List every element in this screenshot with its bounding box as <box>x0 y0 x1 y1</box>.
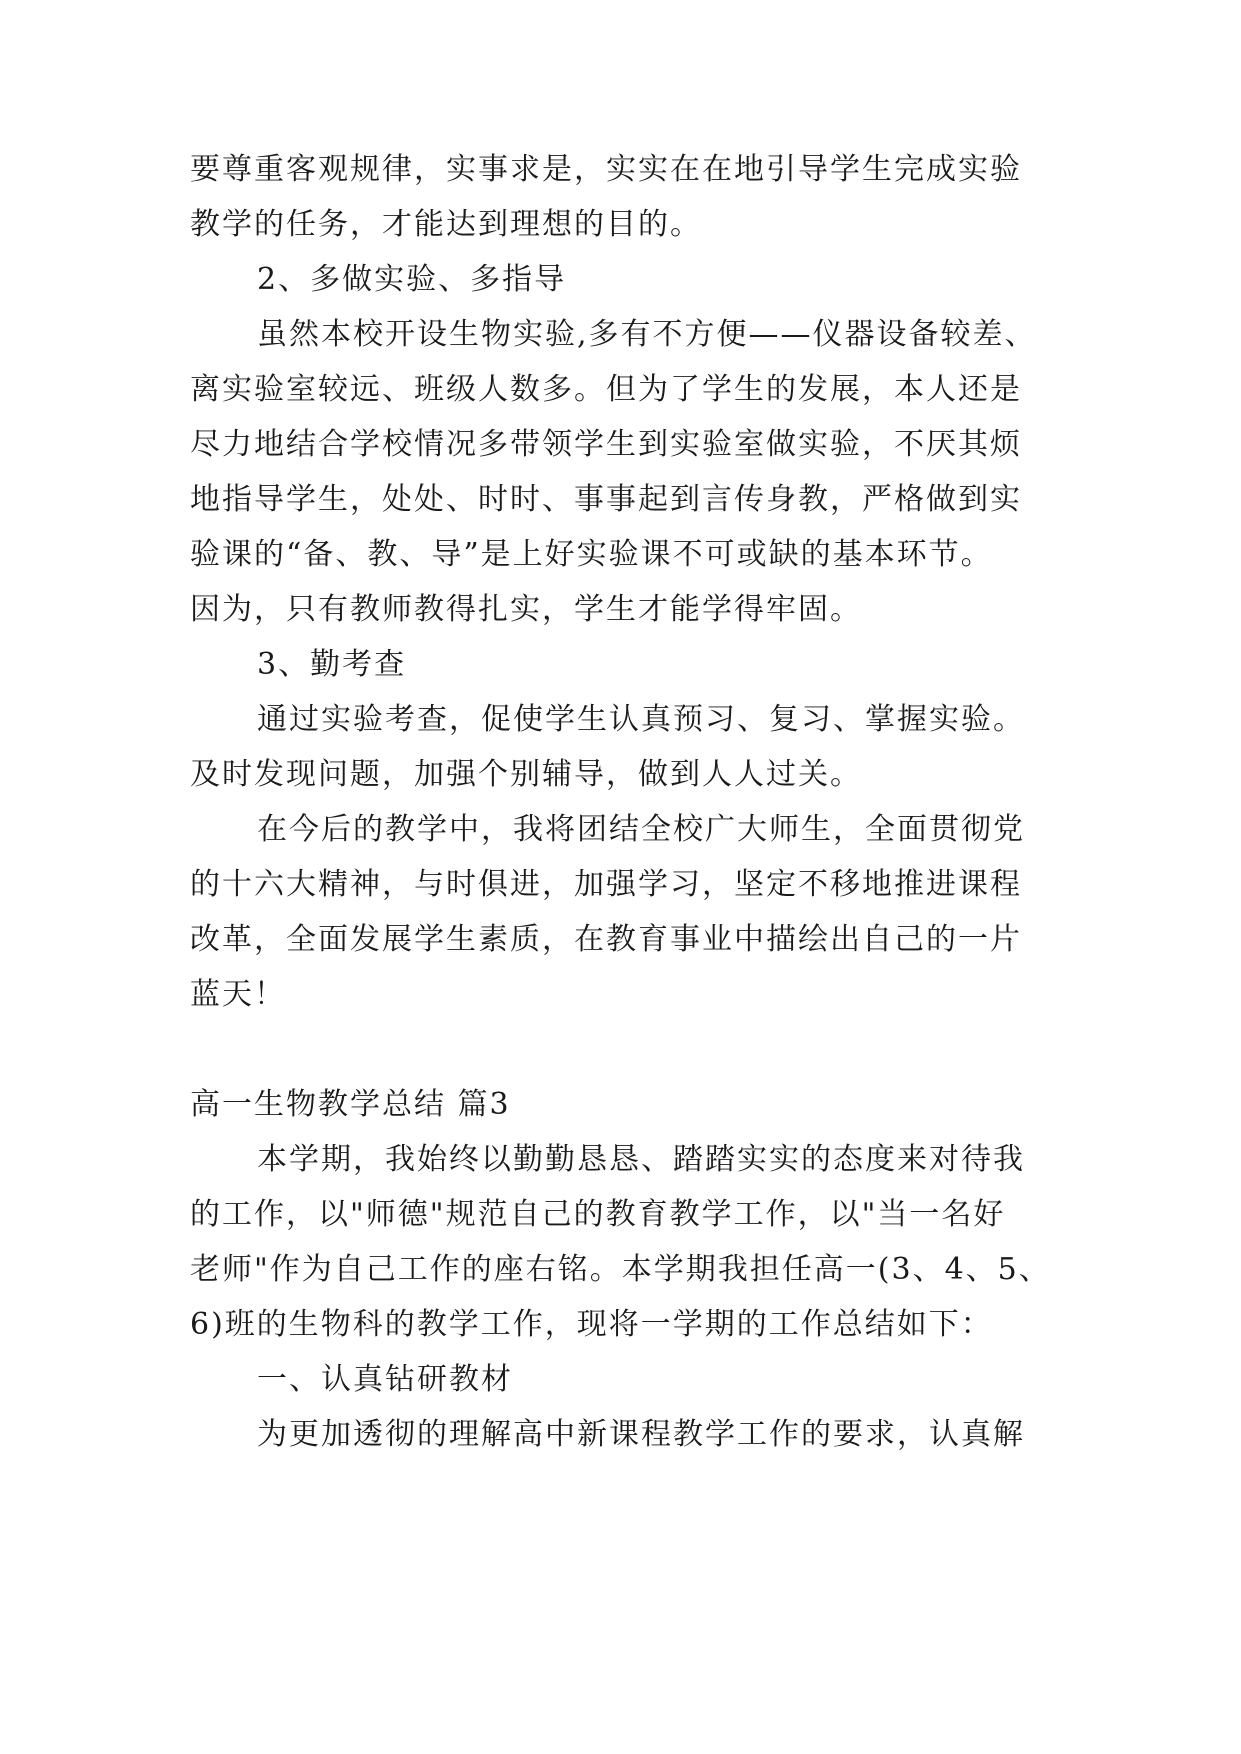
body-text-line: 本学期，我始终以勤勤恳恳、踏踏实实的态度来对待我 <box>257 1142 1025 1177</box>
body-text-line: 及时发现问题，加强个别辅导，做到人人过关。 <box>190 757 862 792</box>
subheading-2: 2、多做实验、多指导 <box>257 262 567 297</box>
body-text-line: 虽然本校开设生物实验,多有不方便——仪器设备较差、 <box>257 317 1037 352</box>
subheading-3: 3、勤考查 <box>257 647 407 682</box>
body-text-line: 离实验室较远、班级人数多。但为了学生的发展，本人还是 <box>190 372 1022 407</box>
body-text-line: 为更加透彻的理解高中新课程教学工作的要求，认真解 <box>257 1417 1025 1452</box>
body-text-line: 地指导学生，处处、时时、事事起到言传身教，严格做到实 <box>190 482 1022 517</box>
body-text-line: 在今后的教学中，我将团结全校广大师生，全面贯彻党 <box>257 812 1025 847</box>
body-text-line: 因为，只有教师教得扎实，学生才能学得牢固。 <box>190 592 862 627</box>
body-text-line: 通过实验考查，促使学生认真预习、复习、掌握实验。 <box>257 702 1025 737</box>
body-text-line: 教学的任务，才能达到理想的目的。 <box>190 207 702 242</box>
body-text-line: 的工作，以"师德"规范自己的教育教学工作，以"当一名好 <box>190 1197 1006 1232</box>
body-text-line: 6)班的生物科的教学工作，现将一学期的工作总结如下： <box>190 1307 993 1342</box>
section-title: 高一生物教学总结 篇3 <box>190 1087 511 1122</box>
body-text-line: 验课的“备、教、导”是上好实验课不可或缺的基本环节。 <box>190 537 993 572</box>
body-text-line: 改革，全面发展学生素质，在教育事业中描绘出自己的一片 <box>190 922 1022 957</box>
body-text-line: 要尊重客观规律，实事求是，实实在在地引导学生完成实验 <box>190 152 1022 187</box>
body-text-line: 的十六大精神，与时俱进，加强学习，坚定不移地推进课程 <box>190 867 1022 902</box>
body-text-line: 老师"作为自己工作的座右铭。本学期我担任高一(3、4、5、 <box>190 1252 1051 1287</box>
subheading-1: 一、认真钻研教材 <box>257 1362 513 1397</box>
body-text-line: 尽力地结合学校情况多带领学生到实验室做实验，不厌其烦 <box>190 427 1022 462</box>
body-text-line: 蓝天！ <box>190 977 286 1012</box>
